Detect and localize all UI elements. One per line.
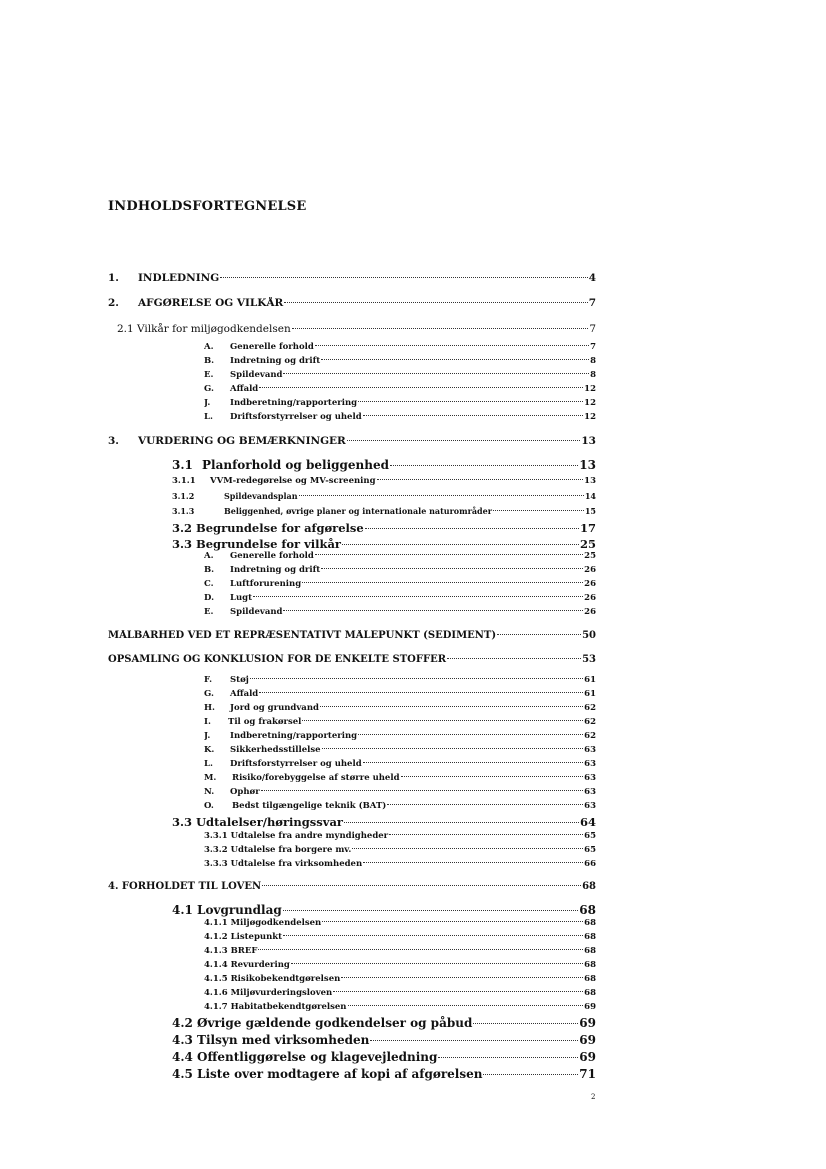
toc-entry-label: 3.3 Udtalelser/høringssvar xyxy=(172,815,343,829)
toc-entry[interactable] xyxy=(172,491,596,501)
toc-entry-page: 68 xyxy=(584,918,596,928)
toc-entry-number: 1. xyxy=(108,272,119,284)
toc-entry-page: 68 xyxy=(582,881,596,892)
toc-entry-number: B. xyxy=(204,565,215,575)
dot-leader xyxy=(321,359,589,360)
toc-entry-label: Jord og grundvand xyxy=(230,703,319,713)
toc-entry-number: 2. xyxy=(108,297,119,309)
toc-entry-label: 4.1.1 Miljøgodkendelsen xyxy=(204,918,322,928)
toc-entry-label: VVM-redegørelse og MV-screening xyxy=(210,476,376,486)
toc-entry-label: Ophør xyxy=(230,787,260,797)
toc-entry-number: 3.1.1 xyxy=(172,476,196,486)
toc-entry-label: Risiko/forebyggelse af større uheld xyxy=(232,773,400,783)
toc-entry[interactable] xyxy=(204,551,596,561)
toc-entry-page: 65 xyxy=(584,845,596,855)
toc-entry[interactable] xyxy=(172,1067,596,1081)
toc-entry[interactable] xyxy=(108,272,596,284)
toc-entry[interactable] xyxy=(108,881,596,892)
dot-leader xyxy=(261,790,583,791)
toc-entry-page: 66 xyxy=(584,859,596,869)
toc-entry-page: 63 xyxy=(584,773,596,783)
toc-entry[interactable] xyxy=(204,859,596,869)
toc-entry[interactable] xyxy=(204,370,596,380)
toc-entry[interactable] xyxy=(204,565,596,575)
dot-leader xyxy=(259,692,583,693)
toc-entry-page: 14 xyxy=(584,491,596,501)
dot-leader xyxy=(291,963,583,964)
toc-entry[interactable] xyxy=(172,815,596,829)
toc-entry-label: Indretning og drift xyxy=(230,565,321,575)
dot-leader xyxy=(348,1005,584,1006)
dot-leader xyxy=(438,1057,578,1058)
toc-entry[interactable] xyxy=(204,918,596,928)
toc-entry-label: Lugt xyxy=(230,593,253,603)
dot-leader xyxy=(315,554,583,555)
toc-entry[interactable] xyxy=(204,398,596,408)
toc-entry[interactable] xyxy=(172,1033,596,1047)
toc-entry-page: 68 xyxy=(584,974,596,984)
toc-entry-number: J. xyxy=(204,731,211,741)
page-number: 2 xyxy=(591,1093,596,1101)
toc-entry-page: 69 xyxy=(584,1002,596,1012)
dot-leader xyxy=(473,1023,578,1024)
toc-entry-page: 13 xyxy=(581,435,596,447)
toc-entry-label: Driftsforstyrrelser og uheld xyxy=(230,759,362,769)
toc-entry-page: 69 xyxy=(579,1033,596,1047)
toc-entry[interactable] xyxy=(204,801,596,811)
dot-leader xyxy=(322,921,583,922)
toc-entry-number: G. xyxy=(204,689,214,699)
toc-entry[interactable] xyxy=(108,630,596,641)
toc-entry-number: F. xyxy=(204,675,213,685)
toc-entry-page: 26 xyxy=(584,607,596,617)
toc-entry[interactable] xyxy=(204,831,596,841)
toc-entry-number: 3.1.2 xyxy=(172,491,195,501)
toc-entry-number: N. xyxy=(204,787,215,797)
dot-leader xyxy=(370,1040,578,1041)
dot-leader xyxy=(322,748,584,749)
toc-entry[interactable] xyxy=(204,745,596,755)
toc-entry-page: 50 xyxy=(582,630,596,641)
toc-entry-number: 3. xyxy=(108,435,119,447)
toc-entry-label: Indberetning/rapportering xyxy=(230,731,358,741)
toc-entry[interactable] xyxy=(172,476,596,486)
toc-entry-label: Indretning og drift xyxy=(230,356,321,366)
toc-entry-number: K. xyxy=(204,745,215,755)
toc-entry-number: O. xyxy=(204,801,214,811)
toc-entry-number: 3.1 xyxy=(172,458,193,472)
toc-entry-label: OPSAMLING OG KONKLUSION FOR DE ENKELTE STOFFER xyxy=(108,654,447,665)
toc-entry-number: J. xyxy=(204,398,211,408)
toc-entry-page: 7 xyxy=(588,297,596,309)
toc-entry-page: 62 xyxy=(584,731,596,741)
toc-entry-page: 17 xyxy=(579,521,596,535)
toc-entry[interactable] xyxy=(204,1002,596,1012)
toc-entry[interactable] xyxy=(204,675,596,685)
dot-leader xyxy=(493,510,584,511)
toc-entry-page: 26 xyxy=(584,579,596,589)
dot-leader xyxy=(283,610,583,611)
toc-entry-page: 63 xyxy=(584,801,596,811)
toc-entry[interactable] xyxy=(204,593,596,603)
toc-entry-label: 4.1.7 Habitatbekendtgørelsen xyxy=(204,1002,347,1012)
toc-entry-label: VURDERING OG BEMÆRKNINGER xyxy=(138,435,346,447)
toc-entry-number: H. xyxy=(204,703,215,713)
dot-leader xyxy=(344,822,579,823)
dot-leader xyxy=(401,776,584,777)
dot-leader xyxy=(341,977,583,978)
toc-entry-label: 4.4 Offentliggørelse og klagevejledning xyxy=(172,1050,438,1064)
toc-entry-number: A. xyxy=(204,342,214,352)
dot-leader xyxy=(292,328,589,329)
toc-entry-number: A. xyxy=(204,551,214,561)
toc-entry-page: 13 xyxy=(584,476,596,486)
toc-entry[interactable] xyxy=(204,731,596,741)
toc-entry-label: 4.1.3 BREF xyxy=(204,946,258,956)
toc-entry[interactable] xyxy=(204,974,596,984)
toc-entry-page: 63 xyxy=(584,787,596,797)
toc-entry[interactable] xyxy=(204,773,596,783)
toc-entry[interactable] xyxy=(204,703,596,713)
toc-entry-number: L. xyxy=(204,412,213,422)
toc-entry-number: G. xyxy=(204,384,214,394)
dot-leader xyxy=(259,387,583,388)
toc-entry[interactable] xyxy=(108,435,596,447)
toc-entry[interactable] xyxy=(108,654,596,665)
toc-entry-label: Spildevand xyxy=(230,607,283,617)
toc-entry-page: 63 xyxy=(584,759,596,769)
toc-entry-label: AFGØRELSE OG VILKÅR xyxy=(138,297,284,309)
toc-entry-number: B. xyxy=(204,356,215,366)
toc-entry[interactable] xyxy=(172,521,596,535)
toc-entry[interactable] xyxy=(204,412,596,422)
toc-entry-label: Generelle forhold xyxy=(230,551,314,561)
toc-entry-label: MÅLBARHED VED ET REPRÆSENTATIVT MÅLEPUNKT (SEDIMENT) xyxy=(108,630,497,641)
toc-entry-page: 53 xyxy=(582,654,596,665)
toc-entry-label: Til og frakørsel xyxy=(228,717,302,727)
dot-leader xyxy=(220,277,588,278)
dot-leader xyxy=(483,1074,578,1075)
dot-leader xyxy=(283,373,589,374)
toc-entry-label: Planforhold og beliggenhed xyxy=(202,458,390,472)
toc-entry[interactable] xyxy=(172,506,596,516)
toc-entry-label: Støj xyxy=(230,675,249,685)
toc-entry-label: 4.2 Øvrige gældende godkendelser og påbud xyxy=(172,1016,473,1030)
dot-leader xyxy=(342,544,579,545)
dot-leader xyxy=(302,720,583,721)
toc-entry-page: 26 xyxy=(584,593,596,603)
toc-entry[interactable] xyxy=(172,537,596,551)
toc-entry-label: INDLEDNING xyxy=(138,272,220,284)
toc-entry-label: 3.3.2 Udtalelse fra borgere mv. xyxy=(204,845,352,855)
toc-entry-page: 61 xyxy=(584,689,596,699)
toc-entry-page: 15 xyxy=(584,506,596,516)
toc-entry[interactable] xyxy=(204,845,596,855)
toc-entry-label: Bedst tilgængelige teknik (BAT) xyxy=(232,801,387,811)
dot-leader xyxy=(283,910,579,911)
toc-entry-page: 63 xyxy=(584,745,596,755)
toc-entry[interactable] xyxy=(204,342,596,352)
toc-entry-label: 4.1 Lovgrundlag xyxy=(172,903,282,917)
toc-entry-page: 68 xyxy=(584,932,596,942)
toc-entry[interactable] xyxy=(204,717,596,727)
dot-leader xyxy=(358,734,583,735)
toc-entry-page: 7 xyxy=(589,323,596,335)
toc-entry-number: D. xyxy=(204,593,215,603)
toc-entry[interactable] xyxy=(204,960,596,970)
toc-entry-label: Spildevandsplan xyxy=(224,491,298,501)
toc-entry-page: 62 xyxy=(584,717,596,727)
toc-entry[interactable] xyxy=(204,946,596,956)
toc-entry[interactable] xyxy=(172,903,596,917)
toc-entry-label: 4.1.5 Risikobekendtgørelsen xyxy=(204,974,341,984)
toc-entry-label: 4.1.4 Revurdering xyxy=(204,960,290,970)
dot-leader xyxy=(333,991,583,992)
toc-entry-number: 3.1.3 xyxy=(172,506,195,516)
toc-entry-page: 65 xyxy=(584,831,596,841)
dot-leader xyxy=(390,465,578,466)
dot-leader xyxy=(284,302,587,303)
toc-entry-label: Spildevand xyxy=(230,370,283,380)
toc-entry[interactable] xyxy=(172,458,596,472)
toc-entry-label: Driftsforstyrrelser og uheld xyxy=(230,412,362,422)
dot-leader xyxy=(497,634,581,635)
toc-entry-label: 4.3 Tilsyn med virksomheden xyxy=(172,1033,370,1047)
dot-leader xyxy=(347,440,581,441)
toc-entry[interactable] xyxy=(204,356,596,366)
toc-entry[interactable] xyxy=(204,579,596,589)
toc-entry-number: E. xyxy=(204,370,214,380)
toc-entry-number: E. xyxy=(204,607,214,617)
toc-entry-page: 25 xyxy=(584,551,596,561)
dot-leader xyxy=(352,848,583,849)
dot-leader xyxy=(363,862,583,863)
dot-leader xyxy=(262,885,581,886)
toc-entry[interactable] xyxy=(108,297,596,309)
toc-entry-label: Beliggenhed, øvrige planer og internationale naturområder xyxy=(224,506,492,516)
toc-entry-page: 8 xyxy=(590,356,596,366)
toc-entry-label: Luftforurening xyxy=(230,579,302,589)
toc-entry-label: 2.1 Vilkår for miljøgodkendelsen xyxy=(117,323,291,335)
toc-entry[interactable] xyxy=(204,932,596,942)
toc-entry[interactable] xyxy=(172,1050,596,1064)
toc-title: INDHOLDSFORTEGNELSE xyxy=(108,199,307,214)
toc-entry-page: 68 xyxy=(579,903,596,917)
toc-entry-page: 68 xyxy=(584,988,596,998)
toc-entry-page: 69 xyxy=(579,1050,596,1064)
toc-entry-page: 64 xyxy=(579,815,596,829)
dot-leader xyxy=(250,678,583,679)
toc-entry-page: 68 xyxy=(584,946,596,956)
dot-leader xyxy=(447,658,581,659)
toc-entry-label: Sikkerhedsstillelse xyxy=(230,745,321,755)
toc-entry-label: Indberetning/rapportering xyxy=(230,398,358,408)
toc-entry-page: 12 xyxy=(584,398,596,408)
toc-entry-page: 13 xyxy=(579,458,596,472)
toc-entry-page: 25 xyxy=(579,537,596,551)
toc-entry[interactable] xyxy=(204,607,596,617)
toc-entry-page: 69 xyxy=(579,1016,596,1030)
toc-entry[interactable] xyxy=(117,323,596,335)
dot-leader xyxy=(320,706,583,707)
toc-entry-label: 4. FORHOLDET TIL LOVEN xyxy=(108,881,262,892)
toc-entry-page: 62 xyxy=(584,703,596,713)
toc-entry-page: 26 xyxy=(584,565,596,575)
dot-leader xyxy=(363,762,584,763)
toc-entry-label: Generelle forhold xyxy=(230,342,314,352)
toc-entry[interactable] xyxy=(204,759,596,769)
toc-entry-label: 3.3.3 Udtalelse fra virksomheden xyxy=(204,859,363,869)
toc-entry[interactable] xyxy=(204,689,596,699)
dot-leader xyxy=(358,401,583,402)
dot-leader xyxy=(377,479,584,480)
dot-leader xyxy=(321,568,583,569)
toc-entry-number: M. xyxy=(204,773,217,783)
toc-entry-page: 8 xyxy=(590,370,596,380)
dot-leader xyxy=(363,415,584,416)
toc-entry-page: 7 xyxy=(590,342,596,352)
dot-leader xyxy=(387,804,583,805)
toc-entry-number: I. xyxy=(204,717,211,727)
toc-entry-label: 4.5 Liste over modtagere af kopi af afgørelsen xyxy=(172,1067,483,1081)
toc-entry-page: 12 xyxy=(584,384,596,394)
toc-entry-label: 3.2 Begrundelse for afgørelse xyxy=(172,521,364,535)
toc-entry-label: 4.1.6 Miljøvurderingsloven xyxy=(204,988,333,998)
dot-leader xyxy=(365,528,579,529)
dot-leader xyxy=(315,345,589,346)
toc-entry-label: Affald xyxy=(230,689,259,699)
toc-entry-label: Affald xyxy=(230,384,259,394)
toc-entry[interactable] xyxy=(204,988,596,998)
toc-entry-page: 61 xyxy=(584,675,596,685)
dot-leader xyxy=(253,596,583,597)
toc-entry[interactable] xyxy=(204,384,596,394)
dot-leader xyxy=(389,834,583,835)
toc-entry-number: C. xyxy=(204,579,214,589)
dot-leader xyxy=(283,935,583,936)
toc-entry-label: 4.1.2 Listepunkt xyxy=(204,932,283,942)
dot-leader xyxy=(299,495,584,496)
dot-leader xyxy=(258,949,583,950)
toc-entry-label: 3.3.1 Udtalelse fra andre myndigheder xyxy=(204,831,389,841)
dot-leader xyxy=(302,582,583,583)
toc-entry[interactable] xyxy=(172,1016,596,1030)
toc-entry-page: 71 xyxy=(579,1067,596,1081)
toc-entry-number: L. xyxy=(204,759,213,769)
toc-entry-page: 4 xyxy=(588,272,596,284)
toc-entry-page: 12 xyxy=(584,412,596,422)
toc-entry-label: 3.3 Begrundelse for vilkår xyxy=(172,537,341,551)
toc-entry[interactable] xyxy=(204,787,596,797)
toc-entry-page: 68 xyxy=(584,960,596,970)
